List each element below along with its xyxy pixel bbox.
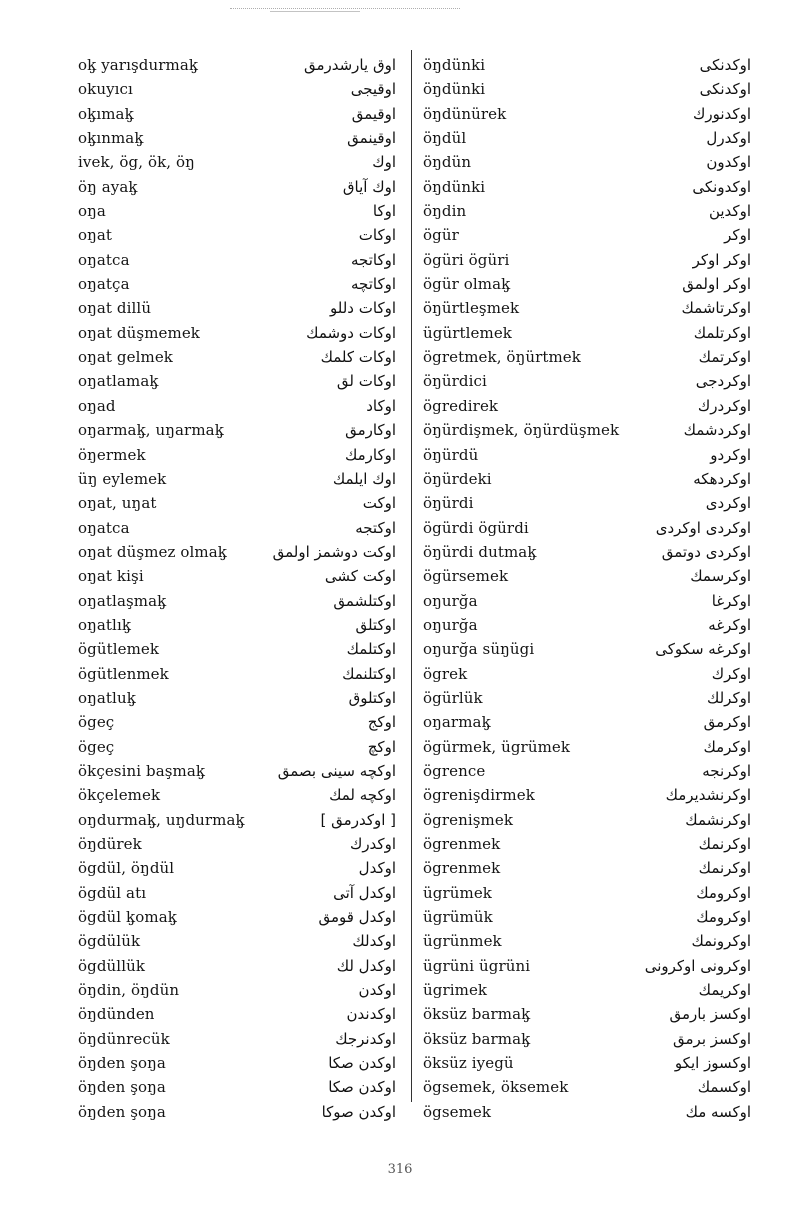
- latin-headword: ivek, ög, ök, öŋ: [78, 153, 195, 172]
- dictionary-entry: [423, 783, 793, 807]
- dictionary-entry: [78, 223, 448, 247]
- ottoman-script-word: اوكارمق: [345, 421, 396, 440]
- ottoman-script-word: اوكارمك: [344, 445, 396, 464]
- dictionary-entry: [423, 856, 793, 880]
- dictionary-entry: [78, 735, 448, 759]
- dictionary-entry: [78, 783, 448, 807]
- dictionary-entry: [423, 223, 793, 247]
- latin-headword: ögeç: [78, 737, 115, 756]
- ottoman-script-word: اوكت دوشمز اولمق: [272, 542, 396, 561]
- dictionary-entry: [78, 296, 448, 320]
- latin-headword: ögrence: [423, 761, 486, 780]
- latin-headword: öŋ ayak̡: [78, 177, 138, 196]
- dictionary-entry: [423, 345, 793, 369]
- ottoman-script-word: اوقيمق: [351, 104, 396, 123]
- right-column: [423, 53, 793, 1124]
- dictionary-entry: [423, 637, 793, 661]
- dictionary-entry: [78, 491, 448, 515]
- latin-headword: ögdüllük: [78, 956, 146, 975]
- header-mark: [230, 8, 460, 15]
- latin-headword: oŋarmak̡, uŋarmak̡: [78, 421, 224, 440]
- dictionary-entry: [78, 613, 448, 637]
- ottoman-script-word: اوكدنورك: [693, 104, 751, 123]
- ottoman-script-word: اوقينمق: [347, 129, 396, 148]
- ottoman-script-word: اوكر: [724, 226, 751, 245]
- latin-headword: oŋat dillü: [78, 299, 152, 318]
- latin-headword: oŋatca: [78, 518, 130, 537]
- latin-headword: oŋat, uŋat: [78, 494, 157, 513]
- latin-headword: ügürtlemek: [423, 323, 512, 342]
- latin-headword: ügrüni ügrüni: [423, 956, 531, 975]
- dictionary-entry: [78, 516, 448, 540]
- dictionary-entry: [78, 832, 448, 856]
- latin-headword: oŋurğa süŋügi: [423, 640, 535, 659]
- ottoman-script-word: اوكتلنمك: [342, 664, 396, 683]
- ottoman-script-word: اوكرغه: [708, 615, 751, 634]
- ottoman-script-word: اوكرغا: [711, 591, 751, 610]
- dictionary-entry: [423, 881, 793, 905]
- ottoman-script-word: اوكرمك: [703, 737, 751, 756]
- ottoman-script-word: اوكدن صوكا: [321, 1102, 396, 1121]
- latin-headword: ügrümük: [423, 908, 493, 927]
- ottoman-script-word: اوكاد: [366, 396, 396, 415]
- dictionary-entry: [423, 686, 793, 710]
- dictionary-entry: [78, 710, 448, 734]
- latin-headword: öŋdin, öŋdün: [78, 981, 180, 1000]
- latin-headword: öŋdünden: [78, 1005, 155, 1024]
- latin-headword: oŋdurmak̡, uŋdurmak̡: [78, 810, 245, 829]
- latin-headword: öŋürdişmek, öŋürdüşmek: [423, 421, 620, 440]
- dictionary-entry: [78, 954, 448, 978]
- ottoman-script-word: اوقيجى: [350, 80, 396, 99]
- left-column: [78, 53, 448, 1124]
- latin-headword: ögdülük: [78, 932, 141, 951]
- ottoman-script-word: اوكدونكى: [692, 177, 751, 196]
- ottoman-script-word: اوكاتچه: [350, 275, 396, 294]
- ottoman-script-word: اوكسه مك: [685, 1102, 751, 1121]
- latin-headword: ok̡ınmak̡: [78, 129, 144, 148]
- ottoman-script-word: اوكرسمك: [690, 567, 751, 586]
- dictionary-entry: [423, 710, 793, 734]
- ottoman-script-word: اوكج: [367, 713, 396, 732]
- ottoman-script-word: اوكچه سينى بصمق: [277, 761, 396, 780]
- dictionary-entry: [423, 613, 793, 637]
- latin-headword: öŋürdi: [423, 494, 474, 513]
- dictionary-entry: [423, 1027, 793, 1051]
- latin-headword: ögüri ögüri: [423, 250, 510, 269]
- latin-headword: öŋdün: [423, 153, 472, 172]
- ottoman-script-word: اوكرتلمك: [693, 323, 751, 342]
- ottoman-script-word: [ اوكدرمق ]: [320, 810, 396, 829]
- dictionary-entry: [423, 1051, 793, 1075]
- latin-headword: öŋdünki: [423, 56, 486, 74]
- latin-headword: oŋad: [78, 396, 116, 415]
- latin-headword: oŋa: [78, 202, 106, 221]
- dictionary-entry: [78, 102, 448, 126]
- latin-headword: ögrenmek: [423, 835, 501, 853]
- latin-headword: ökçelemek: [78, 786, 161, 805]
- ottoman-script-word: اوكتلشمق: [333, 591, 396, 610]
- latin-headword: ok̡ımak̡: [78, 104, 134, 123]
- ottoman-script-word: اوكدل: [358, 859, 396, 878]
- latin-headword: ögürdi ögürdi: [423, 518, 529, 537]
- ottoman-script-word: اوكا: [372, 202, 396, 221]
- dictionary-entry: [423, 126, 793, 150]
- dictionary-entry: [423, 954, 793, 978]
- ottoman-script-word: اوكرونمك: [691, 932, 751, 951]
- ottoman-script-word: اوكرونى اوكرونى: [644, 956, 751, 975]
- ottoman-script-word: اوكسوز ايكو: [674, 1054, 751, 1073]
- ottoman-script-word: اوكسز بارمق: [669, 1005, 751, 1024]
- latin-headword: ügrünmek: [423, 932, 502, 951]
- latin-headword: oŋatça: [78, 275, 130, 294]
- dictionary-entry: [423, 1075, 793, 1099]
- latin-headword: oŋatluk̡: [78, 688, 136, 707]
- latin-headword: öŋdin: [423, 202, 467, 221]
- dictionary-entry: [78, 1100, 448, 1124]
- latin-headword: öŋürdici: [423, 372, 487, 391]
- ottoman-script-word: اوكرومك: [696, 883, 751, 902]
- latin-headword: öŋdünki: [423, 177, 486, 196]
- ottoman-script-word: اوكرنجه: [702, 761, 751, 780]
- ottoman-script-word: اوكرنمك: [698, 859, 751, 878]
- ottoman-script-word: اوكرومك: [696, 908, 751, 927]
- dictionary-entry: [423, 808, 793, 832]
- latin-headword: öŋdünki: [423, 80, 486, 99]
- dictionary-entry: [78, 467, 448, 491]
- page-number: 316: [387, 1162, 413, 1177]
- latin-headword: oŋurğa: [423, 591, 478, 610]
- dictionary-entry: [423, 905, 793, 929]
- dictionary-entry: [78, 759, 448, 783]
- dictionary-entry: [78, 1002, 448, 1026]
- ottoman-script-word: اوكدرل: [706, 129, 751, 148]
- latin-headword: ökçesini başmak̡: [78, 761, 206, 780]
- ottoman-script-word: اوكتلق: [355, 615, 396, 634]
- latin-headword: öksüz barmak̡: [423, 1005, 531, 1024]
- ottoman-script-word: اوكچ: [367, 737, 396, 756]
- dictionary-entry: [423, 418, 793, 442]
- latin-headword: ögrek: [423, 664, 468, 683]
- latin-headword: oŋatca: [78, 250, 130, 269]
- latin-headword: öŋdürek: [78, 835, 142, 853]
- latin-headword: ögürmek, ügrümek: [423, 737, 571, 756]
- ottoman-script-word: اوكرتمك: [698, 348, 751, 367]
- ottoman-script-word: اوكت كشى: [324, 567, 396, 586]
- ottoman-script-word: اوكرغه سكوكى: [655, 640, 751, 659]
- dictionary-entry: [78, 662, 448, 686]
- latin-headword: öŋürdeki: [423, 469, 492, 488]
- ottoman-script-word: اوكردى: [705, 494, 751, 513]
- latin-headword: öksüz iyegü: [423, 1054, 514, 1073]
- dictionary-entry: [78, 77, 448, 101]
- latin-headword: ügrümek: [423, 883, 492, 902]
- ottoman-script-word: اوكردرك: [697, 396, 751, 415]
- ottoman-script-word: اوكتلوق: [348, 688, 396, 707]
- dictionary-entry: [78, 540, 448, 564]
- ottoman-script-word: اوكر اوكر: [692, 250, 751, 269]
- dictionary-entry: [78, 856, 448, 880]
- ottoman-script-word: اوكدلك: [352, 932, 396, 951]
- ottoman-script-word: اوكات: [358, 226, 396, 245]
- ottoman-script-word: اوك آياق: [342, 177, 396, 196]
- latin-headword: öŋden şoŋa: [78, 1078, 166, 1097]
- ottoman-script-word: اوكدندن: [346, 1005, 396, 1024]
- dictionary-entry: [423, 77, 793, 101]
- dictionary-entry: [423, 735, 793, 759]
- ottoman-script-word: اوكردشمك: [683, 421, 751, 440]
- ottoman-script-word: اوكدل آتى: [333, 883, 396, 902]
- latin-headword: oŋatlaşmak̡: [78, 591, 167, 610]
- latin-headword: oŋarmak̡: [423, 713, 491, 732]
- latin-headword: okuyıcı: [78, 80, 133, 99]
- dictionary-entry: [78, 1027, 448, 1051]
- latin-headword: ögütlenmek: [78, 664, 169, 683]
- latin-headword: ögdül atı: [78, 883, 147, 902]
- dictionary-entry: [423, 564, 793, 588]
- ottoman-script-word: اوكسمك: [697, 1078, 751, 1097]
- latin-headword: ögür olmak̡: [423, 275, 511, 294]
- dictionary-entry: [423, 929, 793, 953]
- latin-headword: ögrenmek: [423, 859, 501, 878]
- dictionary-entry: [78, 53, 448, 77]
- ottoman-script-word: اوكدرك: [349, 835, 396, 853]
- ottoman-script-word: اوك ايلمك: [332, 469, 396, 488]
- dictionary-entry: [423, 516, 793, 540]
- ottoman-script-word: اوكات كلمك: [320, 348, 396, 367]
- latin-headword: ögrenişmek: [423, 810, 514, 829]
- latin-headword: öŋdünrecük: [78, 1029, 170, 1048]
- latin-headword: ok̡ yarışdurmak̡: [78, 56, 199, 74]
- dictionary-entry: [423, 248, 793, 272]
- dictionary-entry: [78, 150, 448, 174]
- dictionary-entry: [78, 345, 448, 369]
- latin-headword: öksüz barmak̡: [423, 1029, 531, 1048]
- latin-headword: ögürsemek: [423, 567, 509, 586]
- ottoman-script-word: اوكرتاشمك: [681, 299, 751, 318]
- latin-headword: öŋdünürek: [423, 104, 507, 123]
- ottoman-script-word: اوكرنمك: [698, 835, 751, 853]
- dictionary-entry: [423, 369, 793, 393]
- ottoman-script-word: اوكاتجه: [350, 250, 396, 269]
- latin-headword: ögredirek: [423, 396, 499, 415]
- ottoman-script-word: اوكر اولمق: [682, 275, 751, 294]
- latin-headword: oŋat: [78, 226, 113, 245]
- dictionary-entry: [78, 126, 448, 150]
- latin-headword: ögrenişdirmek: [423, 786, 535, 805]
- dictionary-entry: [78, 443, 448, 467]
- ottoman-script-word: اوكچه لمك: [329, 786, 396, 805]
- dictionary-entry: [423, 150, 793, 174]
- dictionary-entry: [78, 905, 448, 929]
- latin-headword: öŋden şoŋa: [78, 1054, 166, 1073]
- dictionary-entry: [423, 443, 793, 467]
- latin-headword: ögsemek: [423, 1102, 492, 1121]
- ottoman-script-word: اوكريمك: [698, 981, 751, 1000]
- ottoman-script-word: اوكدنكى: [699, 80, 751, 99]
- latin-headword: oŋat düşmez olmak̡: [78, 542, 227, 561]
- dictionary-entry: [78, 369, 448, 393]
- latin-headword: öŋürtleşmek: [423, 299, 520, 318]
- latin-headword: öŋermek: [78, 445, 146, 464]
- latin-headword: ögütlemek: [78, 640, 160, 659]
- latin-headword: öŋdül: [423, 129, 467, 148]
- ottoman-script-word: اوكردجى: [695, 372, 751, 391]
- dictionary-entry: [78, 418, 448, 442]
- latin-headword: ögürlük: [423, 688, 483, 707]
- dictionary-entry: [423, 662, 793, 686]
- dictionary-entry: [423, 394, 793, 418]
- dictionary-entry: [423, 321, 793, 345]
- ottoman-script-word: اوكرمق: [703, 713, 751, 732]
- ottoman-script-word: اوكات دللو: [330, 299, 396, 318]
- ottoman-script-word: اوكرنشمك: [685, 810, 751, 829]
- dictionary-entry: [78, 637, 448, 661]
- ottoman-script-word: اوكرلك: [706, 688, 751, 707]
- ottoman-script-word: اوكتلمك: [346, 640, 396, 659]
- latin-headword: ögür: [423, 226, 459, 245]
- column-divider: [411, 50, 412, 1102]
- dictionary-entry: [423, 199, 793, 223]
- latin-headword: ögsemek, öksemek: [423, 1078, 569, 1097]
- dictionary-entry: [423, 296, 793, 320]
- dictionary-entry: [78, 881, 448, 905]
- dictionary-entry: [78, 1051, 448, 1075]
- dictionary-entry: [78, 272, 448, 296]
- dictionary-entry: [423, 491, 793, 515]
- ottoman-script-word: اوكردى دوتمق: [661, 542, 751, 561]
- dictionary-entry: [78, 199, 448, 223]
- ottoman-script-word: اوكدين: [708, 202, 751, 221]
- dictionary-entry: [78, 1075, 448, 1099]
- ottoman-script-word: اوق يارشدرمق: [303, 56, 396, 74]
- latin-headword: ügrimek: [423, 981, 488, 1000]
- ottoman-script-word: اوكردو: [710, 445, 751, 464]
- dictionary-entry: [78, 175, 448, 199]
- dictionary-entry: [423, 978, 793, 1002]
- latin-headword: öŋürdü: [423, 445, 479, 464]
- dictionary-entry: [423, 1100, 793, 1124]
- ottoman-script-word: اوكردهكه: [693, 469, 751, 488]
- ottoman-script-word: اوكرنشديرمك: [665, 786, 751, 805]
- ottoman-script-word: اوكدل قومق: [318, 908, 396, 927]
- dictionary-entry: [423, 540, 793, 564]
- latin-headword: oŋatlamak̡: [78, 372, 159, 391]
- latin-headword: oŋat düşmemek: [78, 323, 200, 342]
- ottoman-script-word: اوكدل لك: [336, 956, 396, 975]
- dictionary-entry: [423, 589, 793, 613]
- dictionary-entry: [78, 248, 448, 272]
- latin-headword: oŋat gelmek: [78, 348, 173, 367]
- ottoman-script-word: اوكدنرجك: [335, 1029, 396, 1048]
- latin-headword: oŋurğa: [423, 615, 478, 634]
- dictionary-entry: [78, 564, 448, 588]
- ottoman-script-word: اوكدن: [358, 981, 396, 1000]
- ottoman-script-word: اوكدن صكا: [328, 1054, 396, 1073]
- dictionary-entry: [78, 589, 448, 613]
- dictionary-entry: [78, 808, 448, 832]
- dictionary-entry: [78, 394, 448, 418]
- ottoman-script-word: اوكات دوشمك: [306, 323, 396, 342]
- dictionary-entry: [423, 467, 793, 491]
- dictionary-entry: [423, 175, 793, 199]
- ottoman-script-word: اوكت: [362, 494, 396, 513]
- latin-headword: ögeç: [78, 713, 115, 732]
- ottoman-script-word: اوكدون: [706, 153, 751, 172]
- latin-headword: oŋatlık̡: [78, 615, 132, 634]
- ottoman-script-word: اوكات لق: [336, 372, 396, 391]
- ottoman-script-word: اوك: [372, 153, 396, 172]
- dictionary-entry: [423, 832, 793, 856]
- dictionary-entry: [78, 321, 448, 345]
- dictionary-entry: [423, 272, 793, 296]
- dictionary-entry: [423, 759, 793, 783]
- ottoman-script-word: اوكسز برمق: [673, 1029, 751, 1048]
- ottoman-script-word: اوكدن صكا: [328, 1078, 396, 1097]
- latin-headword: öŋürdi dutmak̡: [423, 542, 537, 561]
- latin-headword: ögretmek, öŋürtmek: [423, 348, 581, 367]
- dictionary-entry: [78, 929, 448, 953]
- ottoman-script-word: اوكرك: [711, 664, 751, 683]
- dictionary-entry: [78, 978, 448, 1002]
- dictionary-entry: [423, 102, 793, 126]
- ottoman-script-word: اوكدنكى: [699, 56, 751, 74]
- dictionary-entry: [423, 1002, 793, 1026]
- latin-headword: ögdül, öŋdül: [78, 859, 175, 878]
- ottoman-script-word: اوكتجه: [355, 518, 396, 537]
- ottoman-script-word: اوكردى اوكردى: [655, 518, 751, 537]
- latin-headword: üŋ eylemek: [78, 469, 167, 488]
- latin-headword: ögdül k̡omak̡: [78, 908, 177, 927]
- latin-headword: öŋden şoŋa: [78, 1102, 166, 1121]
- latin-headword: oŋat kişi: [78, 567, 144, 586]
- dictionary-entry: [78, 686, 448, 710]
- dictionary-entry: [423, 53, 793, 77]
